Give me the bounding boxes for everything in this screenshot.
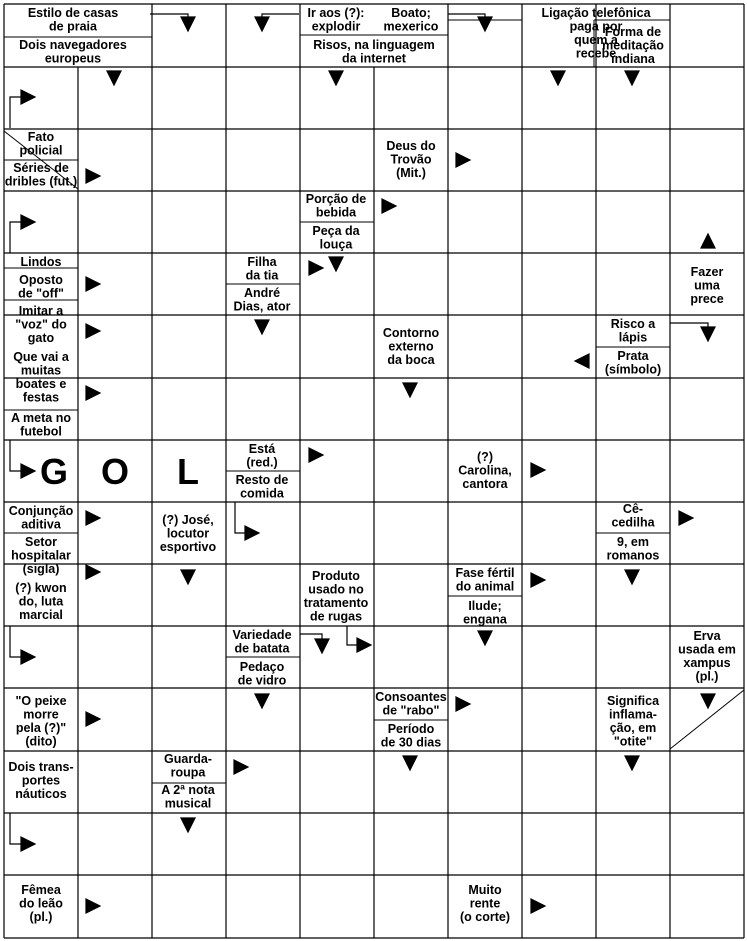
clue-line: de "off": [18, 286, 64, 301]
clue-text: [246, 442, 277, 470]
clue-line: Fazer: [690, 265, 724, 279]
clue-line: lápis: [618, 330, 648, 345]
clue-line: tratamento: [303, 596, 369, 610]
clue-line: Ligação telefônica: [541, 6, 651, 20]
right-arrow-icon: [86, 511, 100, 525]
clue-line: Está: [248, 442, 276, 456]
clue-text: [161, 783, 216, 811]
clue-line: cedilha: [611, 515, 655, 530]
clue-line: da tia: [245, 268, 279, 283]
clue-line: esportivo: [159, 540, 217, 554]
right-arrow-icon: [309, 261, 323, 275]
clue-line: Dois trans-: [8, 760, 74, 774]
right-arrow-icon: [456, 697, 470, 711]
clue-line: Carolina,: [458, 463, 512, 478]
down-arrow-icon: [625, 71, 639, 85]
clue-text: [607, 694, 660, 749]
clue-line: Ilude;: [468, 599, 502, 613]
clue-line: Guarda-: [164, 752, 212, 766]
clue-text: [383, 326, 440, 367]
right-arrow-icon: [21, 215, 35, 229]
clue-line: André: [243, 286, 281, 300]
bent-arrow-stem: [235, 502, 246, 533]
clue-line: (o corte): [460, 910, 510, 924]
clue-line: rente: [469, 896, 501, 911]
clue-text: [19, 883, 63, 924]
clue-line: Erva: [693, 629, 721, 643]
clue-line: Consoantes: [375, 690, 447, 704]
clue-line: A 2ª nota: [161, 783, 215, 797]
right-arrow-icon: [21, 464, 35, 478]
clue-line: Pedaço: [239, 660, 285, 674]
clue-text: [160, 513, 217, 554]
clue-line: Imitar a: [18, 304, 64, 318]
clue-line: locutor: [166, 526, 210, 541]
clue-line: (?): [477, 450, 493, 464]
right-arrow-icon: [21, 650, 35, 664]
clue-text: [236, 473, 289, 501]
down-arrow-icon: [255, 320, 269, 334]
clue-text: [460, 883, 510, 924]
bent-arrow-stem: [10, 813, 22, 844]
clue-text: [15, 304, 67, 345]
clue-text: [611, 317, 657, 345]
down-arrow-icon: [625, 756, 639, 770]
clue-line: xampus: [683, 656, 731, 670]
clue-line: pela (?)": [15, 721, 67, 735]
clue-text: [15, 581, 66, 622]
clue-text: [246, 255, 280, 283]
clue-line: Variedade: [232, 628, 292, 642]
clue-line: Contorno: [382, 326, 440, 340]
clue-line: de batata: [234, 641, 290, 656]
clue-line: Séries de: [13, 161, 69, 175]
right-arrow-icon: [456, 153, 470, 167]
down-arrow-icon: [107, 71, 121, 85]
clue-line: Porção de: [305, 192, 367, 206]
down-arrow-icon: [403, 383, 417, 397]
clue-line: Dois navegadores: [19, 38, 127, 52]
clue-line: Que vai a: [13, 350, 69, 364]
clue-text: [458, 450, 512, 491]
clue-text: [232, 628, 291, 656]
clue-text: [690, 265, 723, 306]
clue-line: Lindos: [20, 255, 62, 269]
clue-line: mexerico: [383, 19, 439, 34]
clue-line: indiana: [611, 52, 655, 66]
clue-text: [9, 504, 74, 532]
clue-line: Setor: [25, 535, 57, 549]
clue-line: Risco a: [610, 317, 656, 331]
clue-line: Oposto: [19, 273, 63, 287]
answer-letters: [40, 451, 199, 492]
clue-text: [238, 660, 287, 688]
clue-line: (?) kwon: [15, 581, 67, 595]
clue-line: prece: [690, 292, 724, 306]
clue-line: do animal: [455, 579, 515, 594]
clue-line: gato: [27, 331, 55, 345]
clue-text: [304, 569, 369, 624]
clue-text: [15, 694, 66, 749]
clue-text: [607, 535, 660, 563]
right-arrow-icon: [86, 324, 100, 338]
clue-line: festas: [22, 390, 60, 405]
right-arrow-icon: [382, 199, 396, 213]
clue-line: Conjunção: [8, 504, 74, 518]
clue-line: Cê-: [622, 502, 644, 516]
clue-line: "voz" do: [15, 317, 67, 332]
clue-text: [28, 6, 118, 34]
down-arrow-icon: [551, 71, 565, 85]
answer-letter: G: [39, 451, 69, 492]
right-arrow-icon: [531, 899, 545, 913]
clue-line: roupa: [170, 765, 206, 780]
clue-line: do leão: [19, 896, 63, 911]
clue-line: de rugas: [309, 609, 363, 624]
clue-line: engana: [463, 612, 507, 627]
clue-text: [375, 690, 447, 718]
clue-line: Filha: [247, 255, 277, 269]
clue-text: [13, 350, 70, 405]
right-arrow-icon: [86, 169, 100, 183]
clue-line: Fêmea: [21, 883, 61, 897]
right-arrow-icon: [86, 899, 100, 913]
bent-arrow-stem: [10, 440, 22, 471]
clue-line: (pl.): [695, 669, 719, 684]
clue-line: Risos, na linguagem: [313, 38, 435, 52]
clue-text: [381, 722, 441, 750]
clue-text: [463, 599, 508, 627]
clue-line: marcial: [19, 608, 63, 622]
answer-letter: O: [100, 451, 130, 492]
clue-line: da boca: [387, 353, 435, 367]
clue-line: muitas: [20, 363, 62, 378]
clue-text: [19, 130, 62, 158]
clue-line: meditação: [602, 38, 664, 53]
clue-text: [19, 38, 127, 66]
clue-line: (pl.): [29, 910, 53, 924]
clue-line: Boato;: [391, 6, 431, 20]
right-arrow-icon: [234, 760, 248, 774]
clue-line: Ir aos (?):: [307, 6, 365, 20]
down-arrow-icon: [181, 570, 195, 584]
clue-line: de vidro: [237, 673, 287, 688]
down-arrow-icon: [329, 257, 343, 271]
answer-letter: L: [177, 451, 199, 492]
right-arrow-icon: [531, 573, 545, 587]
clue-line: Fato: [27, 130, 55, 144]
clue-text: [18, 273, 64, 301]
down-arrow-icon: [329, 71, 343, 85]
clue-line: hospitalar: [11, 548, 71, 563]
clue-line: Trovão: [390, 152, 432, 167]
clue-line: quem a: [574, 33, 618, 47]
down-arrow-icon: [701, 694, 715, 708]
clue-line: Significa: [606, 694, 660, 708]
clue-line: Peça da: [312, 224, 360, 238]
down-arrow-icon: [403, 756, 417, 770]
clue-line: (?) José,: [162, 513, 214, 527]
clue-text: [21, 255, 62, 269]
bent-arrow-stem: [10, 97, 22, 128]
clue-line: Fase fértil: [455, 566, 515, 580]
clue-line: boates e: [15, 377, 67, 391]
clue-line: inflama-: [609, 707, 657, 722]
clue-line: Deus do: [386, 139, 436, 153]
clue-text: [611, 502, 655, 530]
down-arrow-icon: [181, 818, 195, 832]
bent-arrow-stem: [347, 626, 358, 645]
clue-text: [313, 38, 435, 66]
clue-line: aditiva: [21, 517, 61, 532]
left-arrow-icon: [575, 354, 589, 368]
clue-text: [455, 566, 514, 594]
clue-text: [605, 349, 661, 377]
clue-text: [5, 161, 77, 189]
right-arrow-icon: [309, 448, 323, 462]
clue-line: usado no: [308, 582, 364, 597]
clue-line: morre: [23, 707, 59, 722]
clue-line: comida: [240, 486, 284, 501]
bent-arrow-stem: [10, 222, 22, 253]
clue-line: (sigla): [22, 562, 60, 576]
clue-text: [234, 286, 291, 314]
clue-line: Período: [387, 722, 435, 736]
clue-line: explodir: [311, 19, 361, 34]
right-arrow-icon: [531, 463, 545, 477]
clue-line: Prata: [617, 349, 649, 363]
clue-line: usada em: [678, 642, 736, 657]
clue-text: [602, 25, 664, 66]
right-arrow-icon: [86, 277, 100, 291]
clue-line: recebe: [575, 46, 617, 61]
down-arrow-icon: [701, 327, 715, 341]
bent-arrow-stem: [10, 626, 22, 657]
right-arrow-icon: [679, 511, 693, 525]
down-arrow-icon: [478, 631, 492, 645]
clue-line: dribles (fut.): [4, 174, 78, 189]
clue-line: "O peixe: [15, 694, 67, 708]
right-arrow-icon: [86, 712, 100, 726]
down-arrow-icon: [625, 570, 639, 584]
clue-line: portes: [21, 773, 61, 788]
right-arrow-icon: [86, 565, 100, 579]
clue-text: [678, 629, 736, 684]
clue-line: ção, em: [609, 721, 657, 735]
clue-line: (dito): [25, 734, 57, 749]
clue-line: de 30 dias: [380, 735, 442, 750]
clue-line: cantora: [462, 477, 508, 491]
clue-text: [11, 535, 71, 576]
clue-line: Forma de: [604, 25, 662, 39]
down-arrow-icon: [255, 17, 269, 31]
clue-line: de "rabo": [382, 703, 440, 718]
clue-text: [312, 224, 360, 252]
clue-line: europeus: [44, 51, 102, 66]
clue-text: [308, 6, 365, 34]
up-arrow-icon: [701, 234, 715, 248]
clue-line: náuticos: [15, 787, 67, 801]
clue-text: [8, 760, 73, 801]
clue-text: [306, 192, 366, 220]
clue-line: bebida: [315, 205, 357, 220]
clue-line: (Mit.): [396, 166, 426, 180]
clue-line: louça: [319, 237, 353, 252]
clue-line: futebol: [20, 424, 62, 439]
clue-line: paga por: [569, 19, 623, 34]
clue-line: Produto: [312, 569, 360, 583]
clue-line: de praia: [49, 19, 97, 34]
clue-line: externo: [388, 339, 434, 354]
clue-line: (red.): [246, 455, 278, 470]
clue-line: Resto de: [235, 473, 289, 487]
clue-line: romanos: [606, 548, 660, 563]
right-arrow-icon: [21, 837, 35, 851]
right-arrow-icon: [86, 386, 100, 400]
clue-line: policial: [19, 143, 63, 158]
clue-line: do, luta: [18, 594, 64, 609]
down-arrow-icon: [255, 694, 269, 708]
clue-text: [384, 6, 439, 34]
down-arrow-icon: [315, 639, 329, 653]
clue-line: Muito: [468, 883, 502, 897]
clue-line: Dias, ator: [233, 299, 291, 314]
right-arrow-icon: [357, 638, 371, 652]
clue-line: 9, em: [617, 535, 649, 549]
clue-line: uma: [694, 278, 720, 293]
clue-line: Estilo de casas: [27, 6, 119, 20]
right-arrow-icon: [245, 526, 259, 540]
down-arrow-icon: [478, 17, 492, 31]
right-arrow-icon: [21, 90, 35, 104]
clue-line: "otite": [613, 734, 653, 749]
clue-text: [11, 411, 71, 439]
clue-line: musical: [164, 796, 212, 811]
clue-text: [164, 752, 212, 780]
down-arrow-icon: [181, 17, 195, 31]
clue-line: (símbolo): [604, 362, 662, 377]
clue-line: da internet: [342, 51, 406, 66]
clue-line: A meta no: [11, 411, 71, 425]
clue-text: [386, 139, 436, 180]
